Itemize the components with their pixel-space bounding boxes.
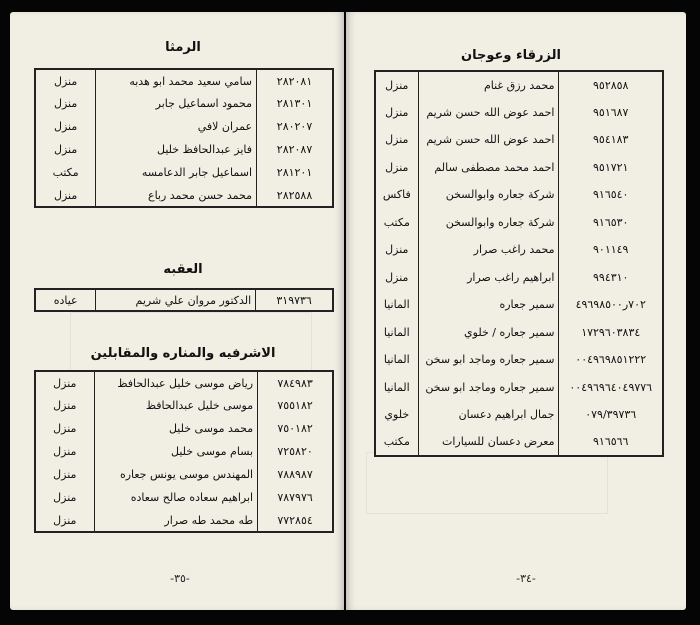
line-type: منزل [53,376,77,390]
table-row [35,289,333,311]
line-type: منزل [53,491,77,504]
subscriber-name: ابراهيم سعاده صالح سعاده [94,486,258,509]
phone-number: ٢٨٢٠٨١ [257,69,333,92]
line-type: منزل [53,399,77,412]
subscriber-name: بسام موسى خليل [94,440,258,463]
table-row [35,161,333,184]
section-title-ashrafiyeh: الاشرفيه والمناره والمقابلين [90,346,276,361]
line-type: منزل [385,243,409,257]
line-type: المانيا [383,353,410,367]
phone-number: ٩٠١١٤٩ [559,236,663,264]
subscriber-name: سمير جعاره / خلوي [418,319,559,347]
table-row [35,69,333,92]
subscriber-name: معرض دعسان للسيارات [418,429,559,457]
subscriber-name: سمير جعاره [418,291,559,319]
subscriber-name: اسماعيل جابر الدعامسه [96,161,257,184]
line-type: المانيا [383,325,410,339]
line-type: عياده [53,293,78,307]
phone-number: ٩٥٤١٨٣ [559,126,663,154]
phone-number: ٧٠٢ر٤٩٦٩٨٥٠٠ [559,291,663,319]
subscriber-name: ابراهيم راغب صرار [418,264,559,292]
table-row [35,394,333,417]
phone-number: ٧٧٢٨٥٤ [258,509,333,532]
subscriber-name: محمد حسن محمد رباع [96,184,257,207]
line-type: المانيا [383,298,410,312]
phone-number: ٧٢٥٨٢٠ [258,440,333,463]
subscriber-name: احمد عوض الله حسن شريم [418,126,559,154]
left-page [10,12,344,610]
subscriber-name: سمير جعاره وماجد ابو سخن [418,346,559,374]
line-type: منزل [385,160,409,174]
section-title-ramtha: الرمثا [165,40,201,55]
subscriber-name: محمود اسماعيل جابر [96,92,257,115]
table-row [375,291,663,319]
line-type: منزل [53,143,78,156]
subscriber-name: رياض موسى خليل عبدالحافظ [94,371,258,394]
phone-number: ٠٧٩/٣٩٧٣٦ [559,401,663,429]
line-type: مكتب [383,435,410,449]
table-row [375,236,663,264]
table-row [375,346,663,374]
line-type: منزل [53,468,77,481]
line-type: منزل [53,74,78,88]
subscriber-name: عمران لافي [96,115,257,138]
phone-number: ٠٠٤٩٦٩٦٤٠٤٩٧٧٦ [559,374,663,402]
line-type: المانيا [383,380,410,394]
phone-number: ٩١٦٥٤٠ [559,181,663,209]
line-type: منزل [53,188,78,202]
table-row [35,184,333,207]
phone-number: ٢٨١٣٠١ [257,92,333,115]
line-type: منزل [53,97,78,110]
phone-number: ١٧٢٩٦٠٣٨٣٤ [559,319,663,347]
phone-number: ٢٨١٢٠١ [257,161,333,184]
line-type: فاكس [382,188,411,202]
table-row [375,154,663,182]
page-number: -٣٥- [170,572,190,585]
subscriber-name: الدكتور مروان علي شريم [96,289,256,311]
phone-number: ٢٨٠٢٠٧ [257,115,333,138]
table-row [35,92,333,115]
phone-number: ٩٩٤٣١٠ [559,264,663,292]
subscriber-name: طه محمد طه صرار [94,509,258,532]
table-row [35,417,333,440]
subscriber-name: جمال ابراهيم دعسان [418,401,559,429]
table-row [35,115,333,138]
line-type: مكتب [383,215,410,229]
directory-table-ramtha [34,68,334,208]
table-row [375,99,663,127]
table-row [375,264,663,292]
phone-number: ٧٥٥١٨٢ [258,394,333,417]
phone-number: ٩٥٢٨٥٨ [559,71,663,99]
subscriber-name: احمد محمد مصطفى سالم [418,154,559,182]
subscriber-name: محمد موسى خليل [94,417,258,440]
table-row [375,126,663,154]
phone-number: ٩٥١٦٨٧ [559,99,663,127]
page-number: -٣٤- [516,572,536,585]
subscriber-name: المهندس موسى يونس جعاره [94,463,258,486]
phone-number: ٩٥١٧٢١ [559,154,663,182]
table-row [35,486,333,509]
table-row [375,209,663,237]
line-type: منزل [385,78,409,92]
table-row [375,71,663,99]
line-type: منزل [53,445,77,458]
line-type: خلوي [384,408,410,422]
phone-number: ٠٠٤٩٦٩٨٥١٢٢٢ [559,346,663,374]
subscriber-name: موسى خليل عبدالحافظ [94,394,258,417]
phone-number: ٩١٦٥٦٦ [559,429,663,457]
table-row [375,374,663,402]
right-page [346,12,686,610]
line-type: منزل [385,270,409,284]
table-row [375,181,663,209]
table-row [35,371,333,394]
subscriber-name: شركة جعاره وابوالسخن [418,209,559,237]
table-row [35,463,333,486]
table-row [35,138,333,161]
table-row [375,401,663,429]
line-type: مكتب [52,166,79,179]
directory-table-zarqa [374,70,664,457]
subscriber-name: سامي سعيد محمد ابو هدبه [96,69,257,92]
table-row [375,429,663,457]
phone-number: ٧٨٤٩٨٣ [258,371,333,394]
section-title-zarqa: الزرقاء وعوجان [461,48,561,63]
phone-number: ٧٥٠١٨٢ [258,417,333,440]
phone-number: ٢٨٢٠٨٧ [257,138,333,161]
subscriber-name: محمد راغب صرار [418,236,559,264]
phone-number: ٧٨٧٩٧٦ [258,486,333,509]
subscriber-name: فايز عبدالحافظ خليل [96,138,257,161]
phone-number: ٧٨٨٩٨٧ [258,463,333,486]
table-row [375,319,663,347]
phone-number: ٣١٩٧٣٦ [256,289,333,311]
subscriber-name: شركة جعاره وابوالسخن [418,181,559,209]
line-type: منزل [385,133,409,147]
section-title-aqaba: العقبه [163,262,203,277]
line-type: منزل [53,513,77,527]
directory-table-aqaba [34,288,334,312]
subscriber-name: احمد عوض الله حسن شريم [418,99,559,127]
subscriber-name: سمير جعاره وماجد ابو سخن [418,374,559,402]
table-row [35,509,333,532]
line-type: منزل [385,105,409,119]
show-through-shadow [366,452,608,514]
phone-number: ٩١٦٥٣٠ [559,209,663,237]
directory-table-ashrafiyeh [34,370,334,533]
line-type: منزل [53,422,77,435]
table-row [35,440,333,463]
phone-number: ٢٨٢٥٨٨ [257,184,333,207]
line-type: منزل [53,120,78,133]
subscriber-name: محمد رزق غنام [418,71,559,99]
